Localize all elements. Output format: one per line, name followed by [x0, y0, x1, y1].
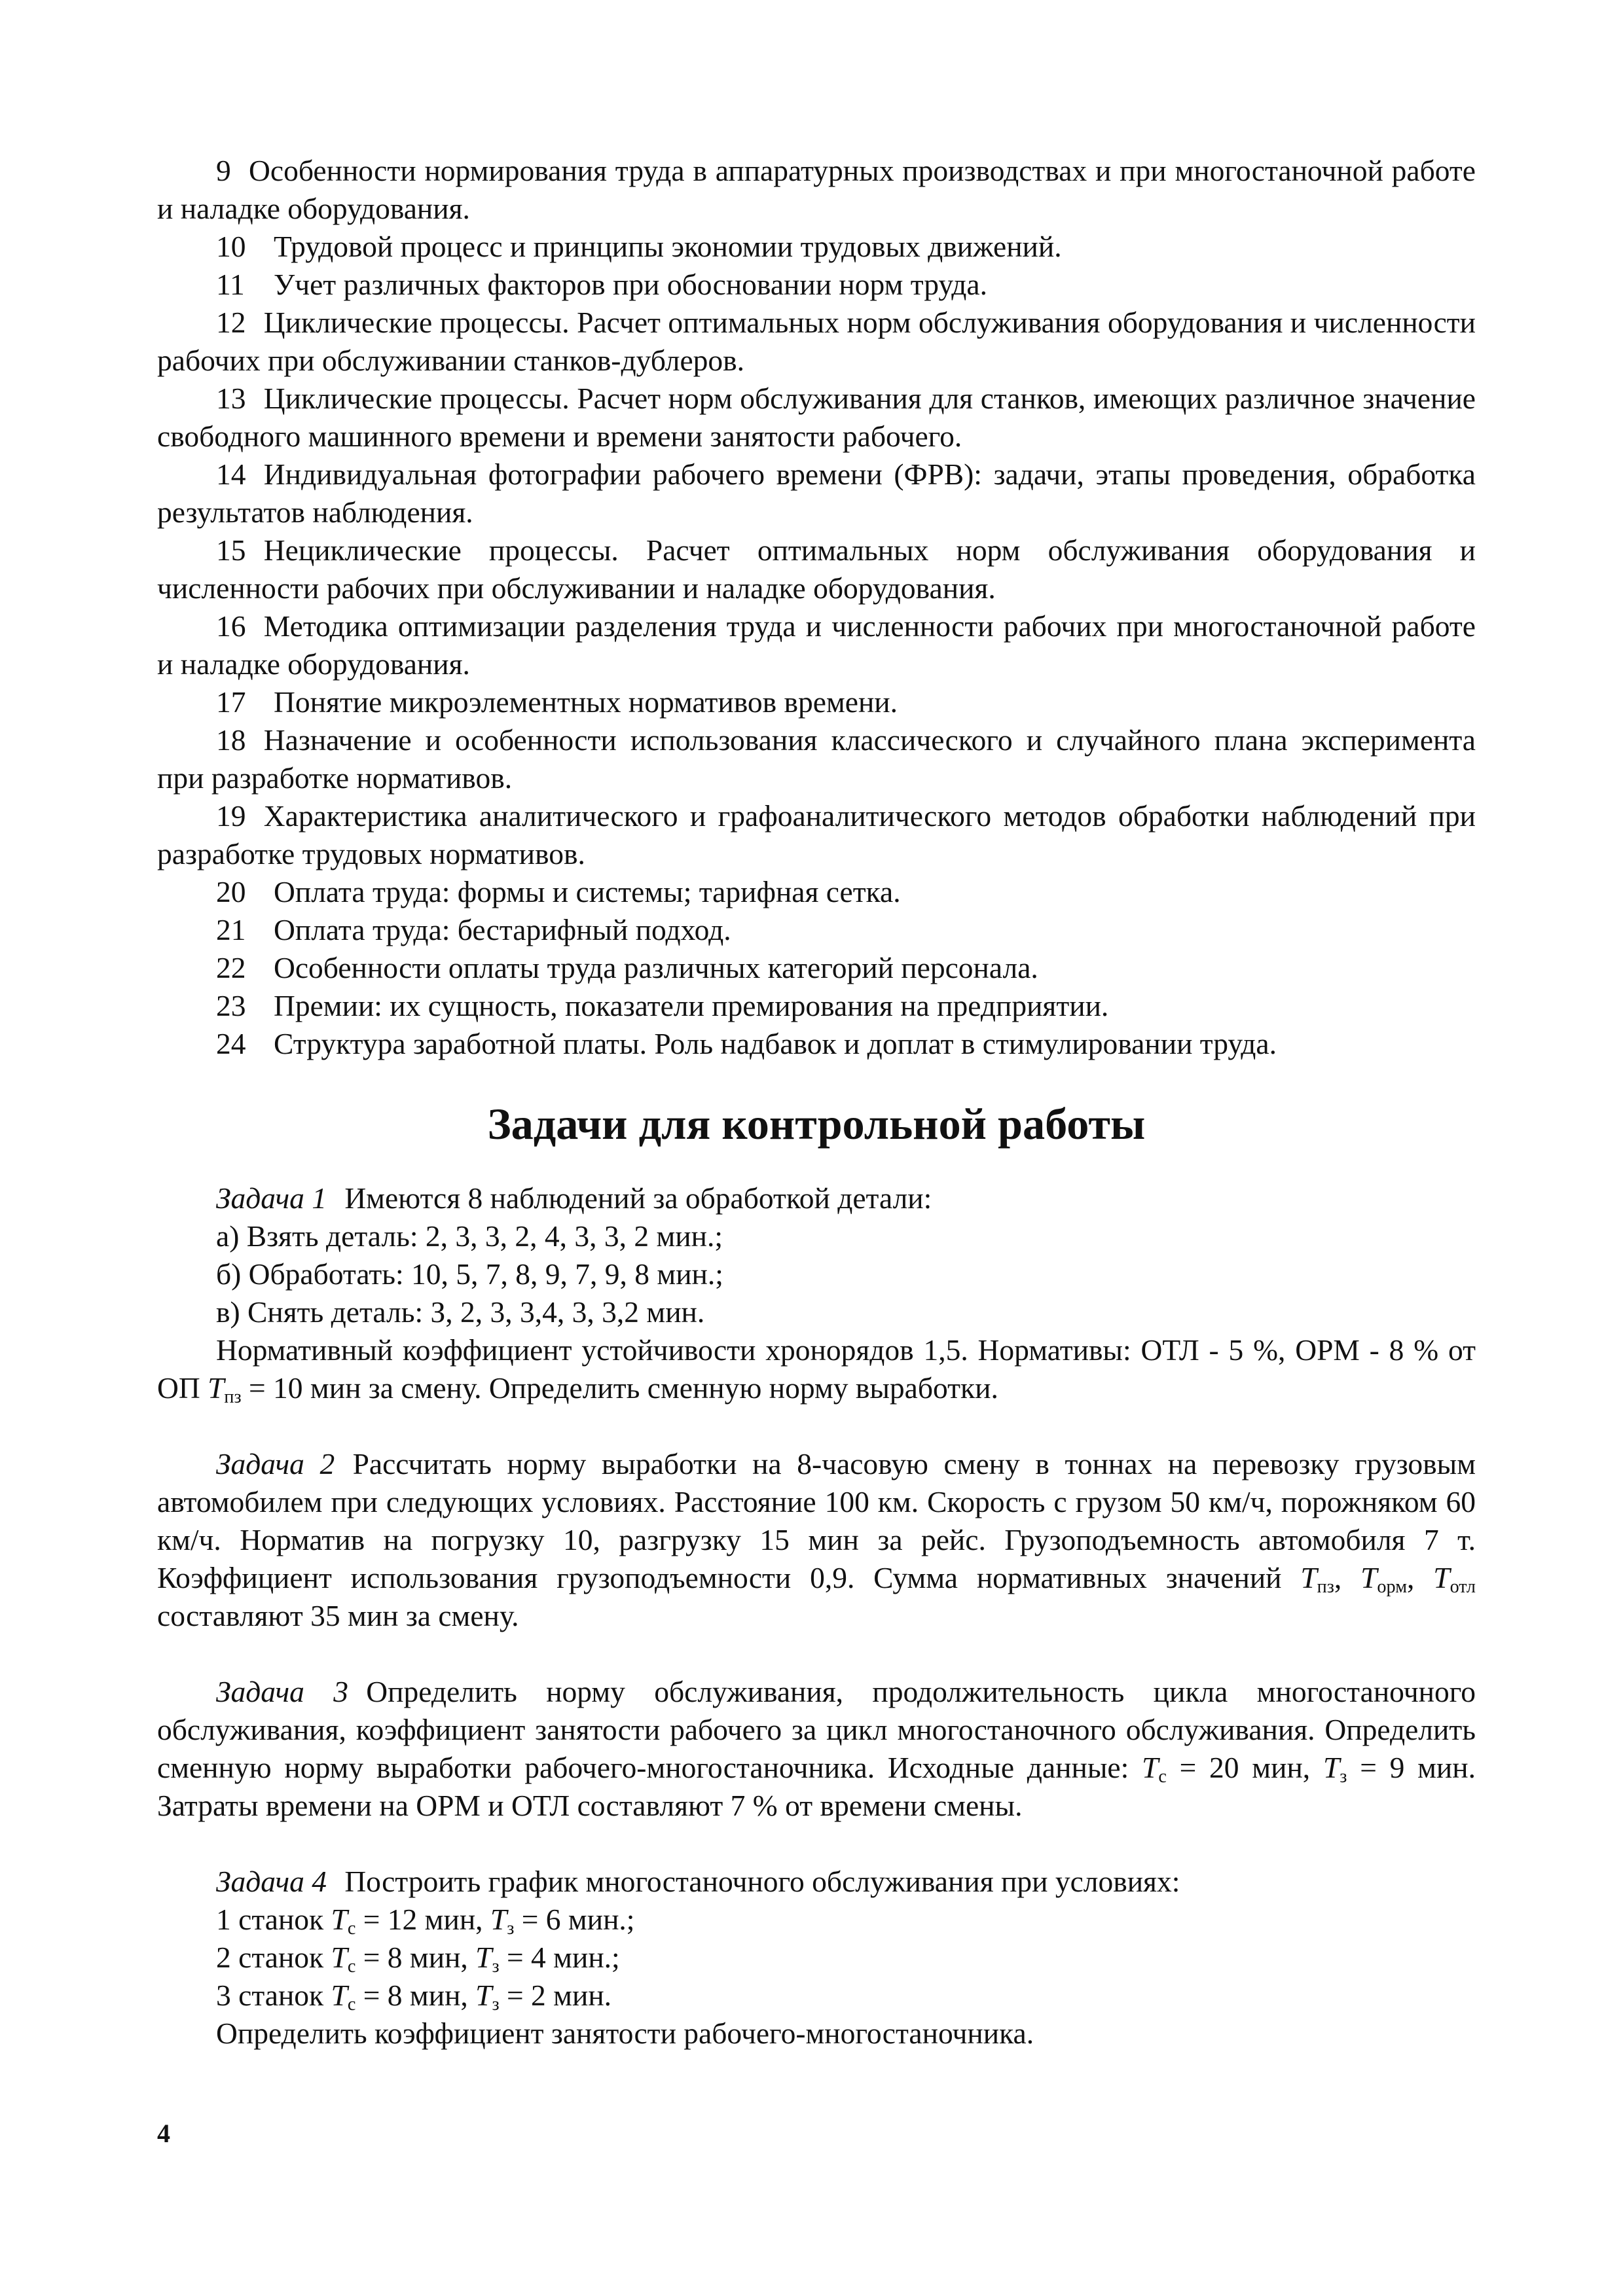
item-number: 9 [216, 154, 231, 187]
item-text: Особенности оплаты труда различных категорий персонала. [274, 951, 1038, 984]
item-number: 21 [216, 913, 246, 946]
page-number: 4 [157, 2119, 170, 2148]
item-number: 12 [216, 306, 246, 339]
item-text: Понятие микроэлементных нормативов времени. [274, 685, 898, 719]
task-4-machine: 3 станок $T_с = 8$ мин, $T_з = 2$ мин. [216, 1979, 612, 2015]
list-item [157, 531, 1476, 607]
list-item [157, 607, 1476, 683]
list-item [157, 456, 1476, 531]
item-text: Нециклические процессы. Расчет оптимальных норм обслуживания оборудования и численности рабочих при обслуживании и наладке оборудования. [157, 533, 1476, 605]
item-number: 15 [216, 533, 246, 567]
item-text: Учет различных факторов при обосновании норм труда. [274, 268, 987, 301]
list-item [157, 987, 1476, 1025]
item-text: Премии: их сущность, показатели премирования на предприятии. [274, 989, 1109, 1022]
task-4-conclusion: Определить коэффициент занятости рабочего-многостаночника. [216, 2017, 1034, 2050]
item-number: 16 [216, 609, 246, 643]
questions-list [157, 152, 1476, 1063]
section-heading: Задачи для контрольной работы [487, 1099, 1146, 1149]
list-item [157, 152, 1476, 228]
task-label: Задача 3 [216, 1675, 348, 1708]
list-item [157, 721, 1476, 797]
item-text: Оплата труда: формы и системы; тарифная сетка. [274, 875, 901, 908]
list-item [157, 911, 1476, 949]
task-label: Задача 4 [216, 1865, 327, 1898]
item-text: Методика оптимизации разделения труда и численности рабочих при многостаночной работе и наладке оборудования. [157, 609, 1476, 681]
formula-symbol: T [1322, 1751, 1340, 1784]
list-item [157, 873, 1476, 911]
task-label: Задача 2 [216, 1447, 335, 1480]
task-4-machine: 1 станок $T_с = 12$ мин, $T_з = 6$ мин.; [216, 1903, 635, 1939]
task-2-text: Задача 2 Рассчитать норму выработки на 8-часовую смену в тоннах на перевозку грузовым автомобилем при следующих условиях. Расстояние 100 км. Скорость с грузом 50 км/ч, порожняком 60 км/ч. Норматив на погрузку 10, разгрузку 15 мин за рейс. Грузоподъемность автомобиля 7 т. Коэффициент использования грузоподъемности 0,9. Сумма нормативных значений $T_{пз}$, $T_{орм}$, $T_{отл}$ составляют 35 мин за смену. [157, 1447, 1476, 1632]
item-number: 14 [216, 457, 246, 491]
task-4-machine: 2 станок $T_с = 8$ мин, $T_з = 4$ мин.; [216, 1941, 620, 1977]
item-text: Назначение и особенности использования классического и случайного плана эксперимента при разработке нормативов. [157, 723, 1476, 795]
item-number: 11 [216, 268, 245, 301]
item-number: 20 [216, 875, 246, 908]
item-number: 22 [216, 951, 246, 984]
item-text: Циклические процессы. Расчет норм обслуживания для станков, имеющих различное значение свободного машинного времени и времени занятости рабочего. [157, 382, 1476, 453]
task-3-text: Задача 3 Определить норму обслуживания, продолжительность цикла многостаночного обслуживания, коэффициент занятости рабочего за цикл многостаночного обслуживания. Определить сменную норму выработки рабочего-многостаночника. Исходные данные: $T_с = 20$ мин, $T_з = 9$ мин. Затраты времени на ОРМ и ОТЛ составляют 7 % от времени смены. [157, 1675, 1476, 1822]
item-text: Циклические процессы. Расчет оптимальных норм обслуживания оборудования и численности рабочих при обслуживании станков-дублеров. [157, 306, 1476, 377]
list-item [157, 380, 1476, 456]
item-number: 19 [216, 799, 246, 833]
item-number: 10 [216, 230, 246, 263]
task-4 [157, 1863, 1476, 2053]
task-1-line-a: а) Взять деталь: 2, 3, 3, 2, 4, 3, 3, 2 мин.; [216, 1219, 723, 1253]
list-item [157, 304, 1476, 380]
item-text: Трудовой процесс и принципы экономии трудовых движений. [274, 230, 1062, 263]
list-item [157, 228, 1476, 266]
list-item [157, 949, 1476, 987]
document-page [157, 152, 1476, 2090]
list-item [157, 683, 1476, 721]
list-item [157, 1025, 1476, 1063]
formula-symbol: T [1360, 1561, 1377, 1594]
task-1-line-c: в) Снять деталь: З, 2, 3, 3,4, 3, 3,2 мин. [216, 1295, 705, 1329]
formula-symbol: T [1433, 1561, 1450, 1594]
item-text: Индивидуальная фотографии рабочего времени (ФРВ): задачи, этапы проведения, обработка результатов наблюдения. [157, 457, 1476, 529]
item-number: 13 [216, 382, 246, 415]
task-label: Задача 1 [216, 1181, 327, 1215]
item-number: 17 [216, 685, 246, 719]
task-4-intro: Задача 4 Построить график многостаночного обслуживания при условиях: [216, 1865, 1180, 1898]
formula-symbol: T [1142, 1751, 1159, 1784]
task-3 [157, 1673, 1476, 1825]
item-number: 18 [216, 723, 246, 757]
task-1-line-b: б) Обработать: 10, 5, 7, 8, 9, 7, 9, 8 мин.; [216, 1257, 723, 1291]
list-item [157, 797, 1476, 873]
task-2 [157, 1445, 1476, 1635]
item-text: Структура заработной платы. Роль надбавок и доплат в стимулировании труда. [274, 1027, 1277, 1060]
item-number: 24 [216, 1027, 246, 1060]
task-1-intro: Задача 1 Имеются 8 наблюдений за обработкой детали: [216, 1181, 932, 1215]
formula-symbol: T [208, 1371, 225, 1405]
item-text: Оплата труда: бестарифный подход. [274, 913, 731, 946]
item-text: Особенности нормирования труда в аппаратурных производствах и при многостаночной работе и наладке оборудования. [157, 154, 1476, 225]
task-1-norms: Нормативный коэффициент устойчивости хронорядов 1,5. Нормативы: ОТЛ - 5 %, ОРМ - 8 % от ОП $T_{пз} = 10$ мин за смену. Определить сменную норму выработки. [157, 1333, 1476, 1408]
task-1 [157, 1179, 1476, 1407]
list-item [157, 266, 1476, 304]
item-text: Характеристика аналитического и графоаналитического методов обработки наблюдений при разработке трудовых нормативов. [157, 799, 1476, 870]
formula-symbol: T [1300, 1561, 1317, 1594]
item-number: 23 [216, 989, 246, 1022]
